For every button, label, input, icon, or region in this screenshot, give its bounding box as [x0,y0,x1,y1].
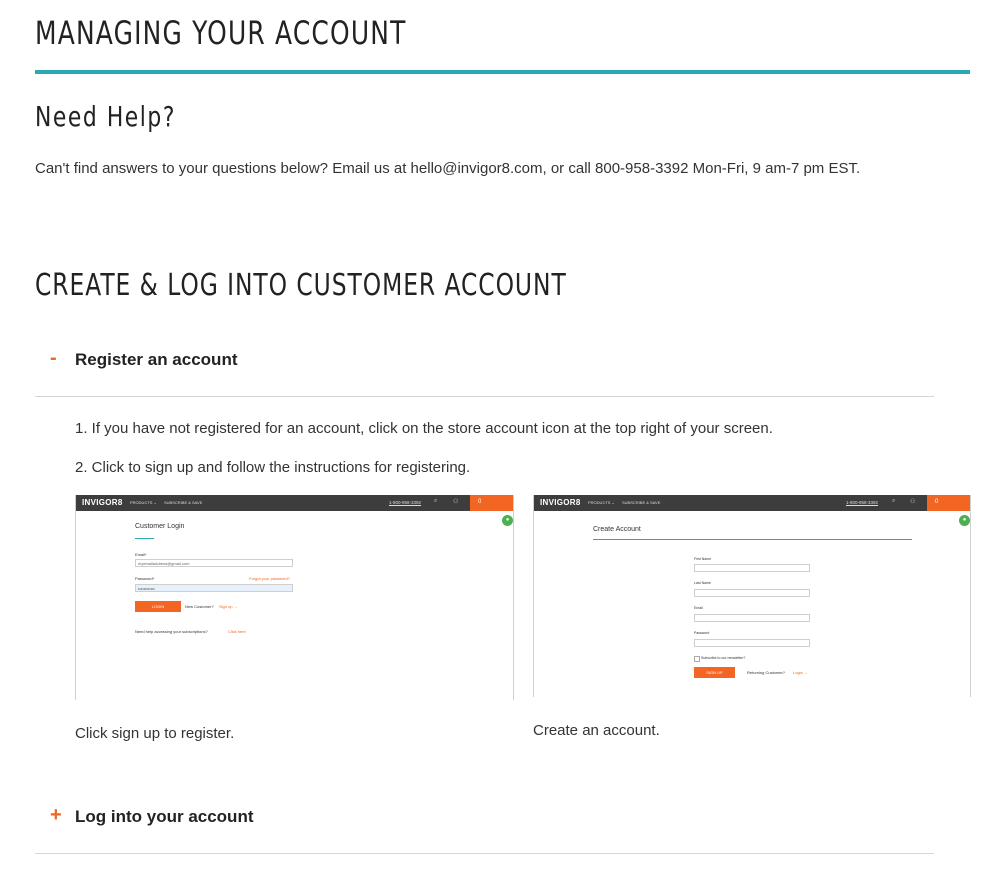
caption-create: Create an account. [533,722,660,739]
accordion-title-register: Register an account [75,350,238,369]
password-field [694,639,810,647]
screenshot-create-account [533,495,971,697]
help-text: Can't find answers to your questions below? Email us at hello@invigor8.com, or call 800-958-3392 Mon-Fri, 9 am-7 pm EST. [35,160,861,177]
nav-subscribe: SUBSCRIBE & SAVE [164,500,203,505]
signup-button: SIGN UP [694,667,735,678]
password-value: •••••••••••• [138,586,155,591]
returning-customer-text: Returning Customer? [747,670,786,675]
last-name-label: Last Name [694,581,711,585]
accordion-header-register[interactable] [35,345,934,377]
email-label: Email [694,606,703,610]
step-1: 1. If you have not registered for an account, click on the store account icon at the top right of your screen. [75,420,773,437]
login-link: Login → [793,670,808,675]
step-2: 2. Click to sign up and follow the instructions for registering. [75,459,471,476]
nav-products: PRODUCTS ⌄ [588,500,615,505]
sign-up-link: Sign up → [219,604,238,609]
caption-login: Click sign up to register. [75,725,235,742]
newsletter-checkbox [694,656,700,662]
first-name-label: First Name [694,557,712,561]
password-label: Password* [135,576,155,581]
heading-underline [593,539,912,540]
email-value: myemailaddress@gmail.com [138,561,190,566]
site-logo: INVIGOR8 [540,498,581,507]
help-heading: Need Help? [35,100,177,133]
screenshot-customer-login [75,495,514,700]
heading-underline [135,538,154,539]
user-icon: ⚇ [910,499,916,505]
site-phone: 1-800-958-3392 [846,500,879,505]
cart-count: 0 [478,499,482,505]
last-name-field [694,589,810,597]
accordion-title-login: Log into your account [75,807,254,826]
user-icon: ⚇ [453,499,459,505]
cart-button [470,495,513,511]
page-title: MANAGING YOUR ACCOUNT [35,14,407,52]
nav-products: PRODUCTS ⌄ [130,500,157,505]
chat-icon: ● [502,515,513,526]
login-button: LOGIN [135,601,181,612]
forgot-password-link: Forgot your password? [249,576,290,581]
email-label: Email* [135,552,147,557]
email-field [694,614,810,622]
password-label: Password [694,631,710,635]
expand-icon: + [50,804,62,826]
newsletter-label: Subscribe to our newsletter? [701,656,746,660]
new-customer-text: New Customer? [185,604,214,609]
cart-count: 0 [935,499,939,505]
accordion-divider [35,853,934,854]
help-access-text: Need help accessing your subscriptions? [135,629,208,634]
search-icon: ⌕ [892,498,896,504]
section-heading: CREATE & LOG INTO CUSTOMER ACCOUNT [35,268,567,303]
accordion-header-login[interactable] [35,802,934,834]
email-field [135,559,293,567]
site-phone: 1-800-958-3392 [389,500,422,505]
chat-icon: ● [959,515,970,526]
search-icon: ⌕ [434,498,438,504]
click-here-link: Click here [228,629,246,634]
cart-button [927,495,970,511]
site-logo: INVIGOR8 [82,498,123,507]
title-divider [35,70,970,74]
accordion-divider [35,396,934,397]
collapse-icon: - [50,347,57,369]
nav-subscribe: SUBSCRIBE & SAVE [622,500,661,505]
create-heading: Create Account [593,526,641,533]
password-field [135,584,293,592]
first-name-field [694,564,810,572]
login-heading: Customer Login [135,523,185,530]
